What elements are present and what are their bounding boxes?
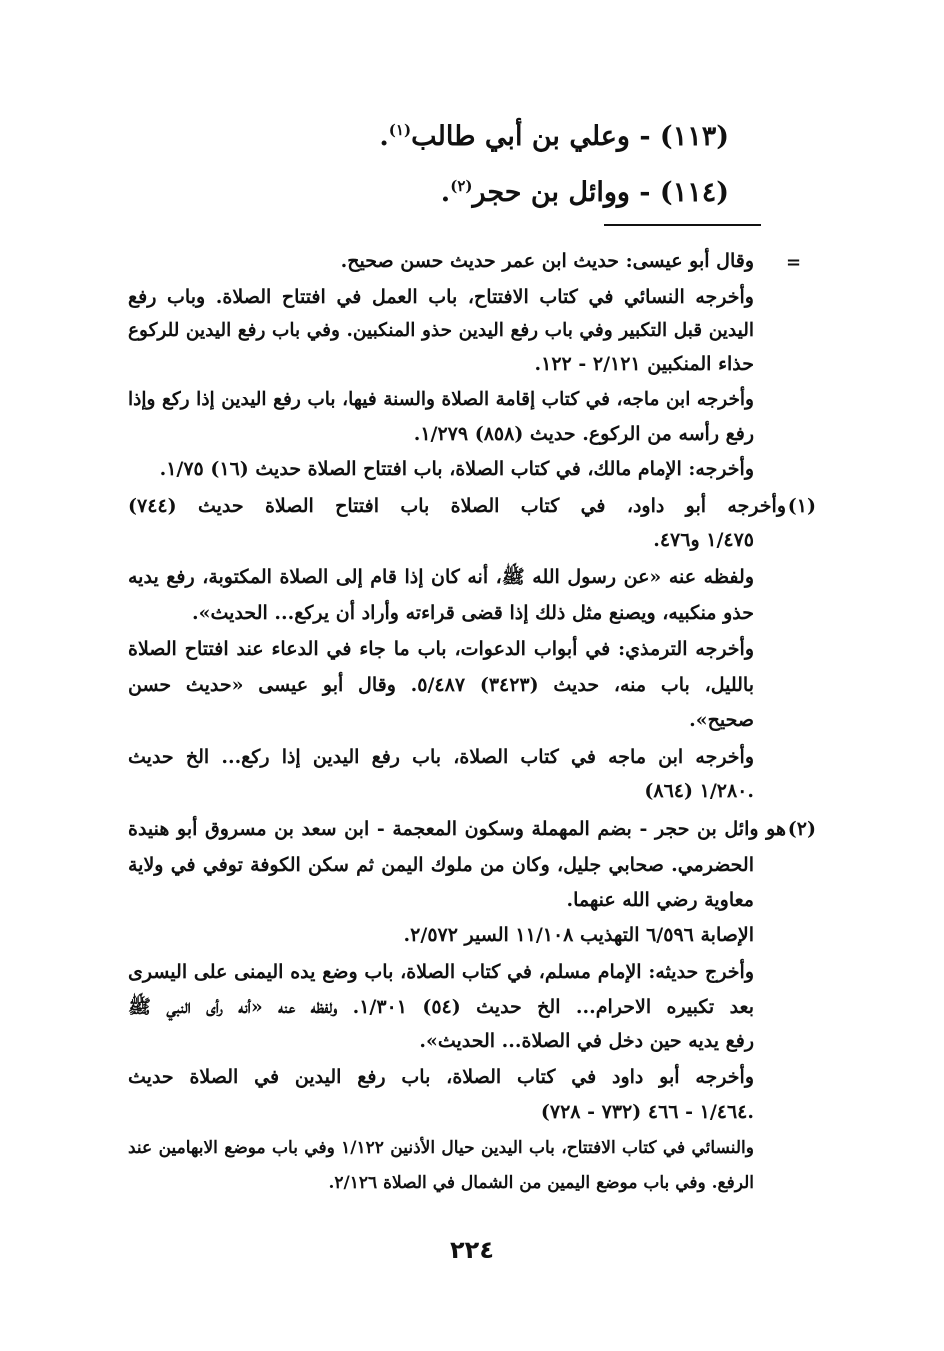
footnote-line: رفع يديه حين دخل في الصلاة... الحديث». (419, 1030, 754, 1052)
footnote-line: ولفظه عنه «عن رسول الله ﷺ، أنه كان إذا قام إلى الصلاة المكتوبة، رفع يديه (128, 566, 754, 588)
footnote-line: رفع رأسه من الركوع. حديث (٨٥٨) ١/٢٧٩. (413, 423, 754, 445)
footnote-line: وقال أبو عيسى: حديث ابن عمر حديث حسن صحيح. (340, 250, 754, 272)
footnote-line: وأخرجه: الإمام مالك، في كتاب الصلاة، باب افتتاح الصلاة حديث (١٦) ١/٧٥. (159, 458, 754, 480)
footnote-line: وأخرجه الترمذي: في أبواب الدعوات، باب ما جاء في الدعاء عند افتتاح الصلاة (128, 638, 754, 660)
entry-114 (441, 166, 729, 213)
footnote-line: وأخرجه ابن ماجه، في كتاب إقامة الصلاة والسنة فيها، باب رفع اليدين إذا ركع وإذا (128, 389, 754, 410)
footnote-line: الحضرمي. صحابي جليل، وكان من ملوك اليمن ثم سكن الكوفة توفي في ولاية (128, 854, 754, 876)
footnote-line: بالليل، باب منه، حديث (٣٤٢٣) ٥/٤٨٧. وقال أبو عيسى «حديث حسن (128, 674, 754, 696)
footnote-line: وأخرجه أبو داود في كتاب الصلاة، باب رفع اليدين في الصلاة حديث (128, 1066, 754, 1088)
entry-113 (379, 110, 729, 157)
footnote-line: وأخرجه النسائي في كتاب الافتتاح، باب العمل في افتتاح الصلاة. وباب رفع (128, 286, 754, 308)
footnote-line: هو وائل بن حجر - بضم المهملة وسكون المعجمة - ابن سعد بن مسروق أبو هنيدة (128, 818, 786, 840)
footnote-line: اليدين قبل التكبير وفي باب رفع اليدين حذو المنكبين. وفي باب رفع اليدين للركوع (128, 320, 754, 341)
page-number: ٢٢٤ (450, 1236, 494, 1264)
footnote-line: حذاء المنكبين ٢/١٢١ - ١٢٢. (534, 353, 754, 375)
entry-114-end: . (440, 177, 451, 208)
footnote-line: والنسائي في كتاب الافتتاح، باب اليدين حيال الأذنين ١/١٢٢ وفي باب موضع الابهامين عند (128, 1138, 754, 1158)
footnote-line: الإصابة ٦/٥٩٦ التهذيب ١١/١٠٨ السير ٢/٥٧٢. (403, 924, 754, 946)
entry-113-end: . (379, 121, 389, 152)
entry-114-text: (١١٤) - ووائل بن حجر (472, 177, 729, 208)
footnote-line: بعد تكبيره الاحرام... الخ حديث (٥٤) ١/٣٠١. ولفظه عنه «أنه رأى النبي ﷺ (128, 996, 754, 1018)
footnote-line: وأخرجه أبو داود، في كتاب الصلاة باب افتتاح الصلاة حديث (٧٤٤) (128, 495, 786, 517)
continuation-marker: = (786, 252, 802, 273)
footnote-line: ١/٤٧٥ و٤٧٦. (653, 529, 754, 551)
footnote-line: وأخرجه ابن ماجه في كتاب الصلاة، باب رفع اليدين إذا ركع... الخ حديث (128, 746, 754, 768)
footnote-label-2: (٢) (787, 818, 816, 840)
entry-113-note-ref: (١) (388, 121, 412, 139)
entry-114-note-ref: (٢) (450, 177, 473, 195)
entry-113-text: (١١٣) - وعلي بن أبي طالب (411, 121, 729, 152)
footnote-line: وأخرج حديثه: الإمام مسلم، في كتاب الصلاة، باب وضع يده اليمنى على اليسرى (128, 961, 754, 983)
footnote-line: صحيح». (689, 709, 754, 731)
footnote-line: (٨٦٤) ١/٢٨٠. (644, 780, 754, 802)
footnote-line: معاوية رضي الله عنهما. (566, 889, 754, 911)
footnote-line: حذو منكبيه، ويصنع مثل ذلك إذا قضى قراءته وأراد أن يركع... الحديث». (192, 602, 754, 624)
footnote-divider (604, 224, 761, 226)
footnote-line: الرفع. وفي باب موضع اليمين من الشمال في الصلاة ٢/١٢٦. (328, 1173, 754, 1193)
footnote-line: (٧٣٢ - ٧٢٨) ١/٤٦٤ - ٤٦٦. (540, 1101, 754, 1123)
footnote-label-1: (١) (787, 495, 816, 517)
